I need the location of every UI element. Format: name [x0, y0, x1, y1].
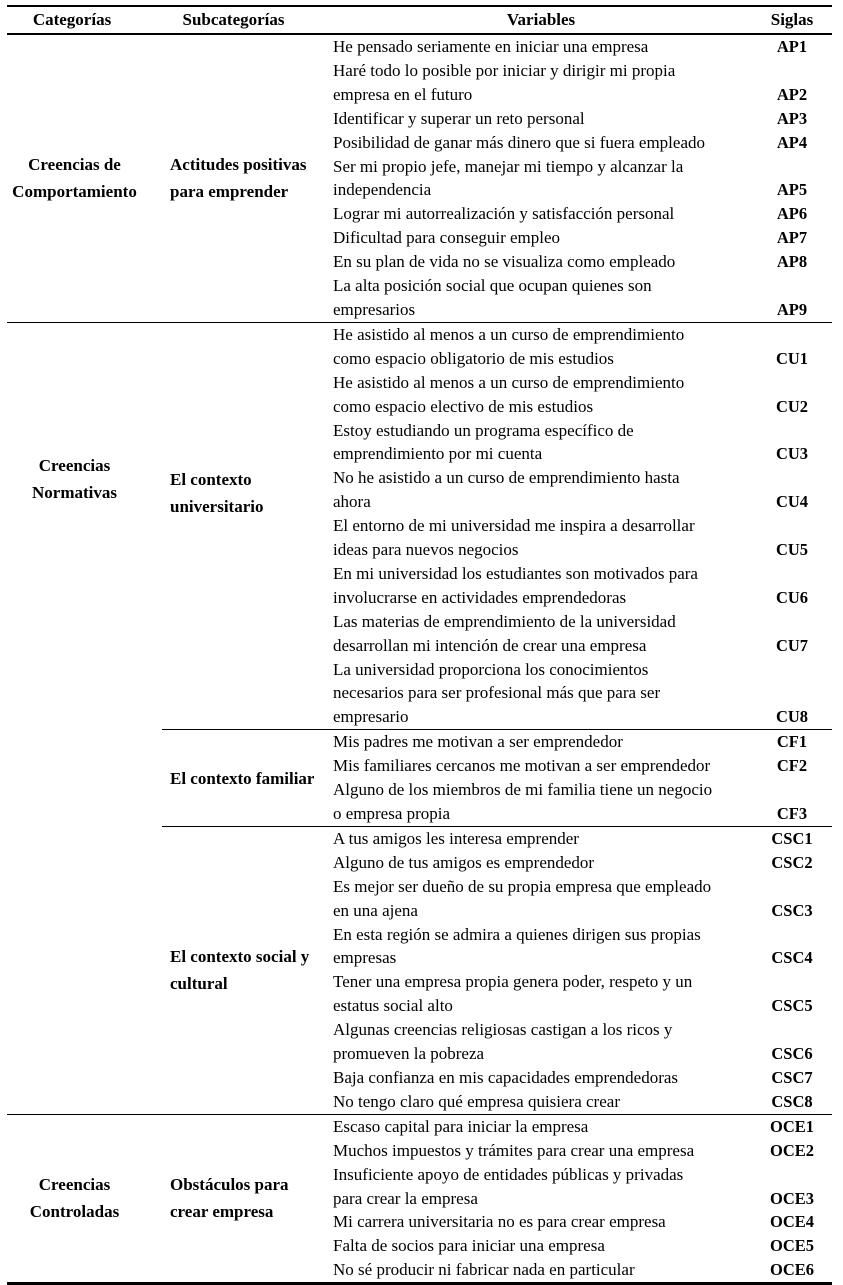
variable-code: CF1 [776, 732, 808, 752]
column-header-variables: Variables [506, 10, 576, 29]
subcategory-label-line: Actitudes positivas [170, 155, 307, 175]
variable-text [330, 419, 752, 467]
variable-text-line: necesarios para ser profesional más que para ser [333, 683, 661, 703]
variable-text [330, 155, 752, 203]
variable-row [330, 851, 832, 875]
variable-code: OCE2 [769, 1140, 814, 1160]
variable-text-line: estatus social alto [333, 996, 453, 1016]
variable-text-line: Mis padres me motivan a ser emprendedor [333, 732, 623, 752]
variable-code: CSC2 [771, 852, 813, 872]
variable-text-line: ideas para nuevos negocios [333, 540, 519, 560]
variable-code: OCE6 [769, 1260, 814, 1280]
variable-code: AP2 [776, 84, 808, 104]
subcategory-label-line: El contexto familiar [170, 768, 315, 788]
variable-row [330, 778, 832, 826]
subcategory-group [162, 1115, 832, 1282]
variable-text-line: He asistido al menos a un curso de emprendimiento [333, 372, 685, 392]
subcategory-label-line: para emprender [170, 182, 289, 202]
variable-text [330, 1234, 752, 1258]
variable-code: AP5 [776, 180, 808, 200]
variable-text [330, 250, 752, 274]
variable-text-line: Alguno de los miembros de mi familia tiene un negocio [333, 780, 713, 800]
subcategory-group [162, 323, 832, 729]
variable-text [330, 202, 752, 226]
variable-code: OCE1 [769, 1116, 814, 1136]
variables-list [330, 35, 832, 322]
variable-text [330, 1090, 752, 1114]
variable-row [330, 1090, 832, 1114]
column-header-categorias: Categorías [32, 10, 112, 29]
variable-row [330, 323, 832, 371]
variable-row [330, 1115, 832, 1139]
variable-text-line: Ser mi propio jefe, manejar mi tiempo y alcanzar la [333, 156, 684, 176]
variable-row [330, 610, 832, 658]
variable-text-line: He asistido al menos a un curso de emprendimiento [333, 324, 685, 344]
variable-text-line: Es mejor ser dueño de su propia empresa que empleado [333, 876, 712, 896]
variable-text [330, 875, 752, 923]
category-cell [7, 323, 142, 1114]
variable-text [330, 658, 752, 730]
subcategory-label-line: Obstáculos para [170, 1175, 289, 1195]
variable-text [330, 1139, 752, 1163]
variable-text [330, 1210, 752, 1234]
variable-code: CU6 [775, 587, 809, 607]
subcategory-label [162, 1171, 330, 1225]
variable-code: CU8 [775, 707, 809, 727]
variables-list [330, 730, 832, 826]
subcategory-groups [162, 1115, 832, 1282]
variable-text-line: Estoy estudiando un programa específico de [333, 420, 634, 440]
variable-code: OCE4 [769, 1212, 814, 1232]
variable-code: AP7 [776, 228, 808, 248]
variable-row [330, 970, 832, 1018]
category-label-line: Creencias [38, 455, 111, 475]
variable-text-line: empresa en el futuro [333, 84, 473, 104]
variable-text [330, 970, 752, 1018]
category-label [7, 452, 142, 506]
variable-text-line: promueven la pobreza [333, 1044, 485, 1064]
table-body [7, 35, 832, 1282]
variable-text-line: Identificar y superar un reto personal [333, 108, 585, 128]
variable-code: CSC6 [771, 1044, 813, 1064]
subcategory-label-line: El contexto [170, 469, 252, 489]
subcategory-label [162, 466, 330, 520]
variables-list [330, 1115, 832, 1282]
variable-row [330, 923, 832, 971]
variable-text-line: en una ajena [333, 900, 418, 920]
variable-text-line: empresarios [333, 299, 416, 319]
variable-text [330, 226, 752, 250]
variable-row [330, 419, 832, 467]
variable-code: CU1 [775, 348, 809, 368]
variable-text-line: Posibilidad de ganar más dinero que si fuera empleado [333, 132, 705, 152]
variable-row [330, 827, 832, 851]
variable-row [330, 226, 832, 250]
variable-row [330, 371, 832, 419]
category-label-line: Comportamiento [12, 182, 137, 202]
variable-text-line: La universidad proporciona los conocimientos [333, 659, 649, 679]
variable-code: AP4 [776, 132, 808, 152]
variable-text-line: Mi carrera universitaria no es para crear empresa [333, 1212, 666, 1232]
variable-row [330, 1234, 832, 1258]
variable-text-line: Haré todo lo posible por iniciar y dirigir mi propia [333, 60, 676, 80]
variable-text-line: o empresa propia [333, 804, 451, 823]
variable-text-line: Baja confianza en mis capacidades emprendedoras [333, 1067, 679, 1087]
variable-row [330, 730, 832, 754]
variable-row [330, 250, 832, 274]
subcategory-label-line: El contexto social y [170, 947, 310, 967]
variable-row [330, 754, 832, 778]
variable-code: CU7 [775, 635, 809, 655]
variable-text-line: empresas [333, 948, 397, 968]
variable-row [330, 1210, 832, 1234]
subcategory-label [162, 151, 330, 205]
subcategory-group [162, 729, 832, 826]
subcategory-cell [162, 35, 330, 322]
variable-text [330, 466, 752, 514]
variable-text-line: Falta de socios para iniciar una empresa [333, 1236, 605, 1256]
category-cell [7, 35, 142, 322]
variable-code: CSC5 [771, 996, 813, 1016]
table-bottom-rule [7, 1282, 832, 1285]
variable-row [330, 466, 832, 514]
variable-text-line: como espacio obligatorio de mis estudios [333, 348, 614, 368]
variable-text [330, 274, 752, 322]
subcategory-label-line: cultural [170, 974, 228, 994]
variable-text [330, 131, 752, 155]
category-label-line: Creencias [38, 1175, 111, 1195]
variable-row [330, 59, 832, 107]
variable-text-line: No sé producir ni fabricar nada en particular [333, 1260, 635, 1280]
variable-text-line: emprendimiento por mi cuenta [333, 444, 543, 464]
variable-text-line: Escaso capital para iniciar la empresa [333, 1116, 589, 1136]
variable-row [330, 658, 832, 730]
variable-row [330, 1066, 832, 1090]
variable-text [330, 35, 752, 59]
variable-text [330, 107, 752, 131]
variable-text-line: involucrarse en actividades emprendedoras [333, 587, 627, 607]
variable-text [330, 323, 752, 371]
subcategory-group [162, 35, 832, 322]
variable-text-line: La alta posición social que ocupan quienes son [333, 276, 652, 296]
variable-text-line: No tengo claro qué empresa quisiera crear [333, 1091, 620, 1111]
variable-code: AP1 [776, 37, 808, 56]
variable-text [330, 923, 752, 971]
category-label-line: Normativas [32, 482, 117, 502]
column-header-subcategorias: Subcategorías [182, 10, 285, 29]
variable-code: CSC4 [771, 948, 813, 968]
variable-code: CF3 [776, 804, 808, 823]
variable-text-line: Algunas creencias religiosas castigan a los ricos y [333, 1020, 673, 1040]
variable-text-line: Alguno de tus amigos es emprendedor [333, 852, 595, 872]
variable-row [330, 514, 832, 562]
subcategory-label [162, 765, 330, 792]
variable-code: AP8 [776, 252, 808, 272]
subcategory-groups [162, 35, 832, 322]
variable-text-line: como espacio electivo de mis estudios [333, 396, 594, 416]
variable-text [330, 851, 752, 875]
variable-text-line: Tener una empresa propia genera poder, respeto y un [333, 972, 693, 992]
variable-text-line: Insuficiente apoyo de entidades públicas y privadas [333, 1164, 684, 1184]
variable-text [330, 1115, 752, 1139]
variable-code: AP6 [776, 204, 808, 224]
variable-text [330, 1018, 752, 1066]
variable-text-line: A tus amigos les interesa emprender [333, 828, 579, 848]
variable-row [330, 274, 832, 322]
variable-row [330, 202, 832, 226]
variable-text-line: Lograr mi autorrealización y satisfacción personal [333, 204, 675, 224]
variable-text [330, 514, 752, 562]
variable-code: CSC1 [771, 828, 813, 848]
variable-text [330, 730, 752, 754]
category-label-line: Creencias de [28, 155, 121, 175]
variable-text-line: desarrollan mi intención de crear una empresa [333, 635, 647, 655]
variable-row [330, 875, 832, 923]
variable-text-line: Muchos impuestos y trámites para crear una empresa [333, 1140, 695, 1160]
variables-list [330, 827, 832, 1114]
variable-text-line: No he asistido a un curso de emprendimiento hasta [333, 468, 680, 488]
variable-text-line: empresario [333, 707, 409, 727]
variable-text-line: Mis familiares cercanos me motivan a ser emprendedor [333, 756, 711, 776]
variable-code: CU4 [775, 492, 809, 512]
subcategory-label-line: universitario [170, 496, 264, 516]
variable-text-line: El entorno de mi universidad me inspira a desarrollar [333, 516, 695, 536]
variable-code: CSC8 [771, 1091, 813, 1111]
variable-code: CU2 [775, 396, 809, 416]
variable-code: AP9 [776, 299, 808, 319]
category-group [7, 1114, 832, 1282]
variables-list [330, 323, 832, 729]
variable-code: CSC7 [771, 1067, 813, 1087]
variable-text [330, 1258, 752, 1282]
subcategory-group [162, 826, 832, 1114]
variable-row [330, 35, 832, 59]
variable-text [330, 562, 752, 610]
variable-code: CU3 [775, 444, 809, 464]
variable-code: OCE5 [769, 1236, 814, 1256]
variable-text [330, 610, 752, 658]
variable-row [330, 107, 832, 131]
category-cell [7, 1115, 142, 1282]
variable-text-line: En mi universidad los estudiantes son motivados para [333, 563, 698, 583]
variable-text [330, 754, 752, 778]
subcategory-label [162, 943, 330, 997]
category-label-line: Controladas [29, 1202, 120, 1222]
variable-code: OCE3 [769, 1188, 814, 1208]
variable-text [330, 371, 752, 419]
column-header-siglas: Siglas [770, 10, 814, 29]
category-group [7, 322, 832, 1114]
variable-code: AP3 [776, 108, 808, 128]
subcategory-cell [162, 323, 330, 729]
variable-text-line: En esta región se admira a quienes dirigen sus propias [333, 924, 701, 944]
variable-row [330, 1163, 832, 1211]
variable-code: CF2 [776, 756, 808, 776]
variable-row [330, 155, 832, 203]
category-label [7, 1171, 142, 1225]
table-header-row [7, 7, 832, 33]
subcategory-cell [162, 827, 330, 1114]
variable-text [330, 59, 752, 107]
category-label [7, 151, 142, 205]
variable-row [330, 1139, 832, 1163]
subcategory-groups [162, 323, 832, 1114]
variable-row [330, 1258, 832, 1282]
variable-text [330, 1163, 752, 1211]
variable-code: CU5 [775, 540, 809, 560]
category-group [7, 35, 832, 322]
variable-text-line: En su plan de vida no se visualiza como empleado [333, 252, 676, 272]
variable-text-line: Las materias de emprendimiento de la universidad [333, 611, 676, 631]
subcategory-cell [162, 730, 330, 826]
subcategory-cell [162, 1115, 330, 1282]
variable-text-line: He pensado seriamente en iniciar una empresa [333, 37, 649, 56]
variable-text-line: ahora [333, 492, 371, 512]
subcategory-label-line: crear empresa [170, 1202, 274, 1222]
variable-text [330, 778, 752, 826]
variable-row [330, 562, 832, 610]
variable-text-line: independencia [333, 180, 432, 200]
variable-row [330, 131, 832, 155]
variable-text [330, 827, 752, 851]
variable-row [330, 1018, 832, 1066]
variable-text [330, 1066, 752, 1090]
variable-text-line: para crear la empresa [333, 1188, 478, 1208]
variable-code: CSC3 [771, 900, 813, 920]
variable-text-line: Dificultad para conseguir empleo [333, 228, 561, 248]
